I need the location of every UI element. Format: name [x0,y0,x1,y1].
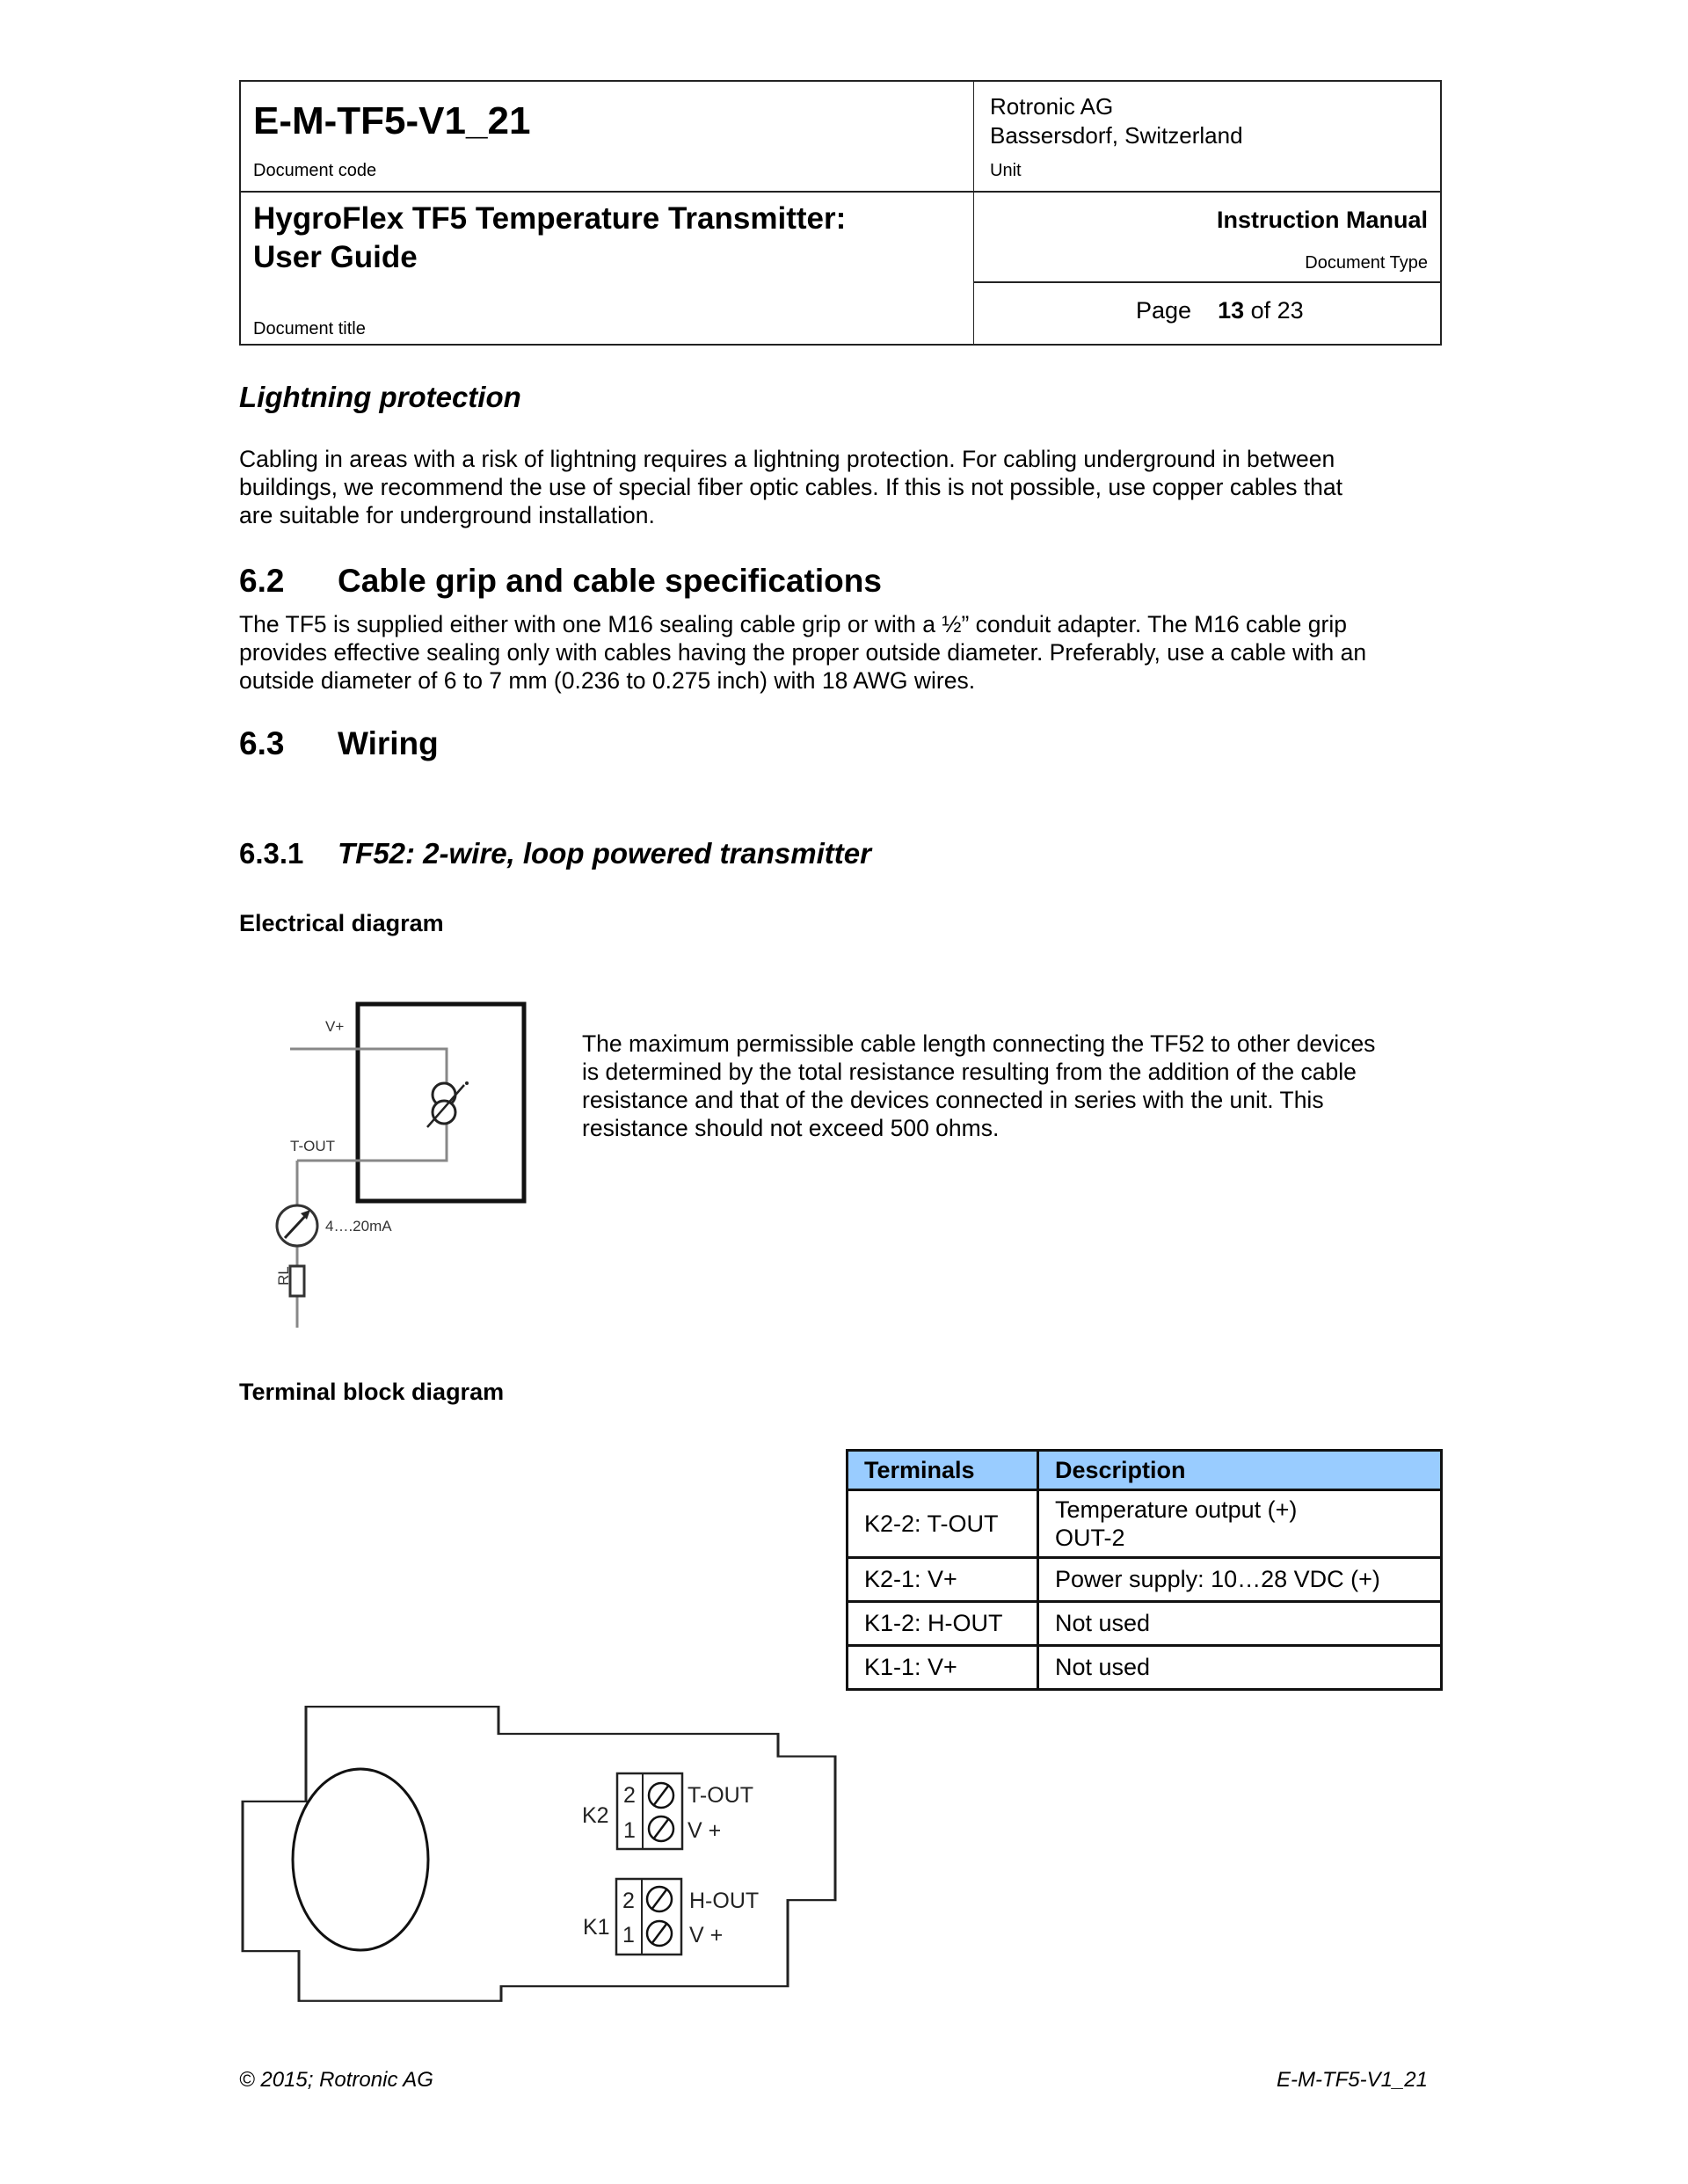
k2-pin1-label: 1 [623,1818,636,1843]
page-label: Page [1136,297,1192,324]
document-header-table [239,80,1442,346]
terminal-cell: K1-2: H-OUT [848,1602,1038,1646]
section-number: 6.2 [239,563,285,599]
k1-pin2-signal: H-OUT [689,1889,760,1913]
k2-label: K2 [582,1803,609,1828]
document-title-line-1: HygroFlex TF5 Temperature Transmitter: [253,201,847,236]
paragraph-line: is determined by the total resistance resulting from the addition of the cable [582,1059,1357,1085]
k2-pin1-signal: V + [688,1818,722,1843]
k1-pin2-label: 2 [622,1889,635,1913]
unit-line-2: Bassersdorf, Switzerland [990,122,1243,149]
section-6-2-heading [239,563,882,600]
paragraph-line: outside diameter of 6 to 7 mm (0.236 to 0.275 inch) with 18 AWG wires. [239,667,976,694]
unit-name [990,92,1243,150]
description-cell: Power supply: 10…28 VDC (+) [1038,1558,1442,1602]
table-row [848,1602,1442,1646]
screw-icon [647,1887,672,1911]
paragraph-line: resistance and that of the devices connected in series with the unit. This [582,1087,1324,1113]
k1-pin1-label: 1 [622,1923,635,1947]
ammeter-icon [277,1205,317,1246]
document-title [253,200,846,277]
header-divider-page [973,281,1440,283]
k1-pin1-signal: V + [689,1923,724,1947]
description-cell: Not used [1038,1602,1442,1646]
table-header-row [848,1451,1442,1490]
footer-document-code: E-M-TF5-V1_21 [1276,2068,1428,2092]
column-header-description: Description [1038,1451,1442,1490]
electrical-diagram [255,976,554,1345]
vplus-label: V+ [325,1018,345,1035]
current-range-label: 4….20mA [325,1218,392,1234]
table-row [848,1558,1442,1602]
load-resistor-icon [290,1266,304,1296]
section-number: 6.3 [239,725,285,761]
board-outline [243,1707,835,2001]
lightning-paragraph [239,445,1342,529]
section-6-3-1-heading [239,837,871,870]
section-title: TF52: 2-wire, loop powered transmitter [338,837,871,870]
k2-pin2-label: 2 [623,1783,636,1808]
unit-line-1: Rotronic AG [990,93,1114,120]
document-type: Instruction Manual [1216,207,1428,233]
document-type-label: Document Type [1305,253,1428,273]
lightning-line: are suitable for underground installation. [239,502,655,528]
document-code: E-M-TF5-V1_21 [253,99,531,142]
description-cell [1038,1490,1442,1558]
page-total: of 23 [1250,297,1304,324]
screw-icon [649,1783,673,1808]
column-header-terminals: Terminals [848,1451,1038,1490]
terminal-block-label: Terminal block diagram [239,1379,505,1405]
terminal-cell: K1-1: V+ [848,1646,1038,1690]
section-number: 6.3.1 [239,837,304,870]
header-divider-horizontal [241,191,1440,193]
lightning-line: buildings, we recommend the use of special fiber optic cables. If this is not possible, use copper cables that [239,474,1343,500]
screw-icon [647,1921,672,1946]
current-source-icon [427,1081,469,1127]
cable-length-paragraph [582,1030,1375,1142]
k1-label: K1 [583,1915,610,1940]
page-current: 13 [1218,297,1245,324]
paragraph-line: provides effective sealing only with cables having the proper outside diameter. Preferably, use a cable with an [239,639,1367,666]
terminal-cell: K2-2: T-OUT [848,1490,1038,1558]
document-code-label: Document code [253,161,377,180]
section-title: Wiring [338,725,439,761]
terminal-cell: K2-1: V+ [848,1558,1038,1602]
paragraph-line: resistance should not exceed 500 ohms. [582,1115,1000,1141]
rl-label: RL [275,1266,292,1285]
paragraph-line: The maximum permissible cable length connecting the TF52 to other devices [582,1030,1376,1057]
lightning-line: Cabling in areas with a risk of lightning requires a lightning protection. For cabling underground in between [239,446,1335,472]
table-row [848,1490,1442,1558]
section-6-2-paragraph [239,610,1366,695]
description-line: Temperature output (+) [1055,1496,1298,1523]
paragraph-line: The TF5 is supplied either with one M16 sealing cable grip or with a ½” conduit adapter. The M16 cable grip [239,611,1347,637]
page-indicator [1136,297,1304,324]
electrical-diagram-label: Electrical diagram [239,910,444,936]
header-divider-vertical [973,82,974,344]
tout-label: T-OUT [290,1138,335,1154]
section-6-3-heading [239,725,439,762]
description-cell: Not used [1038,1646,1442,1690]
screw-icon [649,1816,673,1841]
terminal-block-diagram [229,1688,844,2005]
sensor-opening [293,1769,428,1950]
terminals-table [846,1449,1443,1691]
document-title-label: Document title [253,319,366,339]
lightning-heading: Lightning protection [239,381,521,413]
footer-copyright: © 2015; Rotronic AG [239,2068,433,2092]
k2-pin2-signal: T-OUT [688,1783,753,1808]
document-title-line-2: User Guide [253,240,418,274]
section-title: Cable grip and cable specifications [338,563,882,599]
unit-label: Unit [990,161,1022,180]
table-row [848,1646,1442,1690]
description-line: OUT-2 [1055,1525,1125,1551]
